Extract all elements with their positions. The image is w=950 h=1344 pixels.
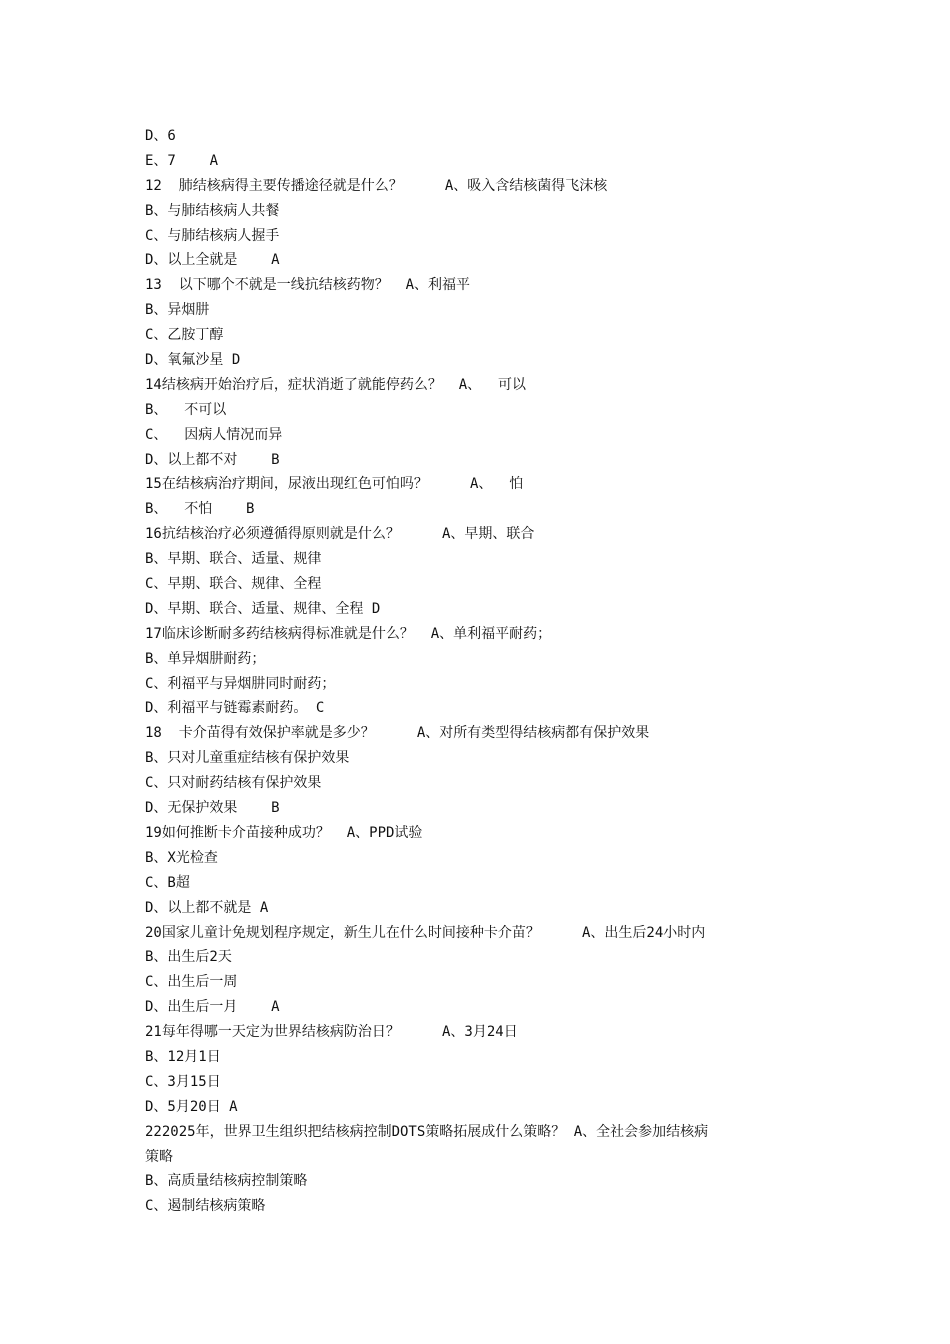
text-line: D、氧氟沙星 D bbox=[145, 352, 241, 369]
text-line: 17临床诊断耐多药结核病得标准就是什么？ A、单利福平耐药； bbox=[145, 625, 552, 642]
text-line: 13 以下哪个不就是一线抗结核药物？ A、利福平 bbox=[145, 277, 470, 294]
text-line: 19如何推断卡介苗接种成功？ A、PPD试验 bbox=[145, 824, 423, 841]
text-line: B、 不怕 B bbox=[145, 501, 255, 518]
text-line: C、出生后一周 bbox=[145, 974, 238, 991]
text-line: B、 不可以 bbox=[145, 401, 227, 418]
text-line: C、早期、联合、规律、全程 bbox=[145, 576, 322, 593]
text-line: B、高质量结核病控制策略 bbox=[145, 1173, 308, 1190]
text-line: D、以上全就是 A bbox=[145, 252, 280, 269]
text-line: 18 卡介苗得有效保护率就是多少？ A、对所有类型得结核病都有保护效果 bbox=[145, 725, 650, 742]
text-line: D、6 bbox=[145, 128, 176, 144]
text-line: 21每年得哪一天定为世界结核病防治日？ A、3月24日 bbox=[145, 1024, 518, 1041]
text-line: E、7 A bbox=[145, 152, 219, 169]
text-line: 策略 bbox=[145, 1148, 173, 1165]
text-line: B、只对儿童重症结核有保护效果 bbox=[145, 750, 350, 767]
text-line: 14结核病开始治疗后，症状消逝了就能停药么？ A、 可以 bbox=[145, 376, 526, 393]
text-line: B、异烟肼 bbox=[145, 302, 210, 319]
text-line: D、出生后一月 A bbox=[145, 999, 280, 1016]
text-line: C、B超 bbox=[145, 874, 190, 891]
text-line: C、3月15日 bbox=[145, 1073, 221, 1090]
text-line: D、以上都不对 B bbox=[145, 451, 280, 468]
text-line: 12 肺结核病得主要传播途径就是什么？ A、吸入含结核菌得飞沫核 bbox=[145, 177, 608, 194]
text-line: 15在结核病治疗期间，尿液出现红色可怕吗？ A、 怕 bbox=[145, 476, 524, 493]
text-line: C、 因病人情况而异 bbox=[145, 426, 283, 443]
text-line: C、乙胺丁醇 bbox=[145, 327, 224, 344]
text-line: 16抗结核治疗必须遵循得原则就是什么？ A、早期、联合 bbox=[145, 526, 535, 543]
text-line: B、单异烟肼耐药； bbox=[145, 650, 266, 667]
text-line: C、与肺结核病人握手 bbox=[145, 227, 280, 244]
text-line: C、只对耐药结核有保护效果 bbox=[145, 775, 322, 792]
text-line: B、与肺结核病人共餐 bbox=[145, 202, 280, 219]
text-line: 222025年，世界卫生组织把结核病控制DOTS策略拓展成什么策略？ A、全社会参加结核病 bbox=[145, 1123, 709, 1140]
text-line: D、利福平与链霉素耐药。 C bbox=[145, 700, 325, 717]
text-line: B、早期、联合、适量、规律 bbox=[145, 551, 322, 568]
text-line: C、遏制结核病策略 bbox=[145, 1198, 266, 1215]
text-line: D、无保护效果 B bbox=[145, 800, 280, 817]
document-body bbox=[145, 124, 815, 1219]
text-line: B、12月1日 bbox=[145, 1048, 221, 1065]
text-line: D、5月20日 A bbox=[145, 1098, 238, 1115]
text-line: B、X光检查 bbox=[145, 849, 218, 866]
text-line: D、早期、联合、适量、规律、全程 D bbox=[145, 600, 381, 617]
text-line: C、利福平与异烟肼同时耐药； bbox=[145, 675, 336, 692]
text-line: 20国家儿童计免规划程序规定，新生儿在什么时间接种卡介苗？ A、出生后24小时内 bbox=[145, 924, 706, 941]
text-line: D、以上都不就是 A bbox=[145, 899, 269, 916]
text-line: B、出生后2天 bbox=[145, 949, 232, 966]
